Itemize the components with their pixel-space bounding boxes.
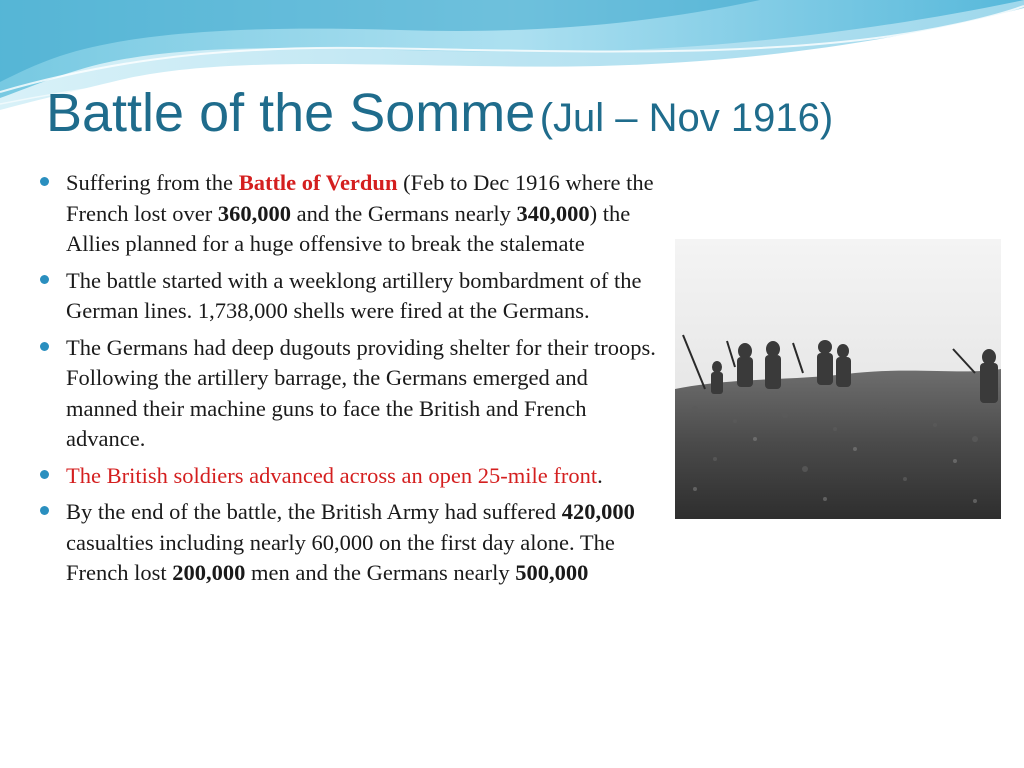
bullet-text-emphasis: 340,000 <box>516 200 590 226</box>
bullet-text: By the end of the battle, the British Army had suffered <box>66 499 562 524</box>
bullet-text-emphasis: 360,000 <box>217 200 291 226</box>
title-subtitle: (Jul – Nov 1916) <box>539 96 834 140</box>
bullet-text: men and the Germans nearly <box>245 560 516 585</box>
bullet-text: and the Germans nearly <box>290 200 517 226</box>
bullet-item <box>40 497 660 589</box>
bullet-item <box>40 266 660 327</box>
bullet-dot-icon <box>40 275 49 284</box>
bullet-text-emphasis: 420,000 <box>561 499 635 524</box>
bullet-text: (Feb to Dec 1916 where the French lost over <box>66 170 654 226</box>
bullet-text-emphasis: The British soldiers advanced across an open 25-mile front <box>66 462 598 488</box>
bullet-dot-icon <box>40 506 49 515</box>
battlefield-photo <box>675 239 1001 519</box>
bullet-text: Suffering from the <box>66 170 239 195</box>
bullet-dot-icon <box>40 470 49 479</box>
bullet-text: . <box>597 462 603 488</box>
bullet-item <box>40 168 660 260</box>
bullet-text: ) the Allies planned for a huge offensive to break the stalemate <box>66 200 631 256</box>
bullet-text-emphasis: 200,000 <box>172 560 246 585</box>
bullet-item <box>40 461 660 492</box>
bullet-list <box>40 168 660 595</box>
bullet-text-emphasis: Battle of Verdun <box>238 170 398 195</box>
bullet-dot-icon <box>40 177 49 186</box>
bullet-text: The battle started with a weeklong artillery bombardment of the German lines. 1,738,000 shells were fired at the Germans. <box>66 267 642 323</box>
bullet-item <box>40 333 660 455</box>
bullet-dot-icon <box>40 342 49 351</box>
bullet-text-emphasis: 500,000 <box>515 560 589 585</box>
bullet-text: casualties including nearly 60,000 on the first day alone. The French lost <box>66 529 615 585</box>
title-main: Battle of the Somme <box>46 83 536 143</box>
bullet-text: The Germans had deep dugouts providing shelter for their troops. Following the artillery barrage, the Germans emerged and manned their machine guns to face the British and French advance. <box>66 334 656 451</box>
slide-title <box>46 82 833 144</box>
